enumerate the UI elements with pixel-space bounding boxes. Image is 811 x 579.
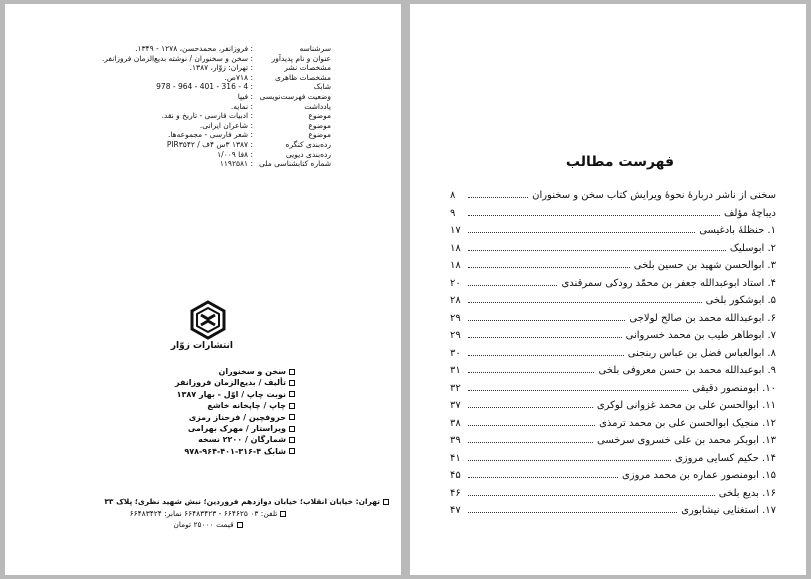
toc-list xyxy=(450,190,776,523)
toc-entry xyxy=(450,190,776,208)
toc-entry xyxy=(450,313,776,331)
credit-text: حروفچین / فرحناز رمزی xyxy=(188,412,286,422)
copyright-page xyxy=(5,4,401,575)
dot-leader xyxy=(468,441,593,443)
dot-leader xyxy=(468,284,557,286)
toc-page-number: ۴۷ xyxy=(450,505,461,516)
dot-leader xyxy=(468,424,595,426)
dot-leader xyxy=(468,476,618,478)
toc-entry xyxy=(450,505,776,523)
catalog-row xyxy=(15,82,331,92)
contents-page xyxy=(410,4,806,575)
toc-page-number: ۳۹ xyxy=(450,435,461,446)
toc-entry xyxy=(450,453,776,471)
catalog-label: یادداشت xyxy=(304,101,331,111)
publisher-logo-icon xyxy=(188,300,228,340)
catalog-row xyxy=(15,92,331,102)
catalog-label: شابک xyxy=(313,82,331,92)
catalog-label: سرشناسه xyxy=(299,44,331,53)
book-credits xyxy=(105,366,295,457)
toc-entry-title: ۵. ابوشکور بلخی xyxy=(705,295,776,306)
square-bullet-icon xyxy=(289,448,295,454)
dot-leader xyxy=(468,354,624,356)
credit-line xyxy=(105,446,295,457)
catalog-row xyxy=(15,121,331,131)
address-line: تهران: خیابان انقلاب؛ خیابان دوازدهم فروردین؛ نبش شهید نظری؛ پلاک ۳۳ xyxy=(27,496,389,508)
toc-entry-title: ۱۷. استغنایی نیشابوری xyxy=(681,505,776,516)
toc-entry-title: ۱. حنظلهٔ بادغیسی xyxy=(699,225,776,236)
catalog-label: شماره کتابشناسی ملی xyxy=(259,159,331,169)
toc-entry xyxy=(450,243,776,261)
dot-leader xyxy=(468,511,677,513)
toc-entry xyxy=(450,208,776,226)
square-bullet-icon xyxy=(289,403,295,409)
toc-entry xyxy=(450,348,776,366)
credit-text: شابک ۴-۳۱۶-۴۰۱-۹۶۴-۹۷۸ xyxy=(184,446,286,456)
credit-line xyxy=(105,377,295,388)
credit-text: ویراستار / مهرک بهرامی xyxy=(187,424,286,434)
dot-leader xyxy=(468,336,622,338)
catalog-value: : فروزانفر، محمدحسن، ۱۲۷۸ - ۱۳۴۹. xyxy=(135,44,253,53)
dot-leader xyxy=(468,406,593,408)
toc-entry-title: سخنی از ناشر دربارهٔ نحوهٔ ویرایش کتاب سخن و سخنوران xyxy=(532,190,776,201)
dot-leader xyxy=(468,459,671,461)
square-bullet-icon xyxy=(289,380,295,386)
toc-page-number: ۲۸ xyxy=(450,295,461,306)
toc-entry xyxy=(450,418,776,436)
dot-leader xyxy=(468,319,625,321)
toc-page-number: ۲۹ xyxy=(450,312,461,324)
catalog-row xyxy=(15,54,331,64)
toc-entry-title: ۱۳. ابوبکر محمد بن علی خسروی سرخسی xyxy=(596,435,776,446)
toc-page-number: ۴۱ xyxy=(450,452,461,464)
catalog-value: : سخن و سخنوران / نوشته بدیع‌الزمان فروزانفر. xyxy=(101,53,253,63)
catalog-label: موضوع xyxy=(308,120,331,130)
credit-line xyxy=(105,423,295,434)
square-bullet-icon xyxy=(289,414,295,420)
toc-entry xyxy=(450,383,776,401)
toc-entry-title: ۱۴. حکیم کسایی مروزی xyxy=(674,452,776,464)
catalog-value: : نمایه. xyxy=(230,101,253,111)
toc-page-number: ۴۶ xyxy=(450,487,461,499)
toc-page-number: ۲۰ xyxy=(450,277,461,289)
dot-leader xyxy=(468,266,630,268)
toc-page-number: ۲۹ xyxy=(450,330,461,341)
catalog-value: : ۱۳۸۷ ۳س ۴ف / PIR۳۵۴۲ xyxy=(166,139,253,149)
toc-entry xyxy=(450,365,776,383)
toc-entry-title: ۷. ابوطاهر طیب بن محمد خسروانی xyxy=(625,330,776,341)
toc-page-number: ۳۱ xyxy=(450,365,461,376)
toc-entry-title: ۱۵. ابومنصور عماره بن محمد مروزی xyxy=(621,470,776,481)
toc-entry-title: ۳. ابوالحسن شهید بن حسین بلخی xyxy=(633,260,776,271)
toc-entry-title: ۹. ابوعبدالله محمد بن حسن معروفی بلخی xyxy=(598,365,776,376)
square-bullet-icon xyxy=(289,391,295,397)
toc-entry xyxy=(450,260,776,278)
square-bullet-icon xyxy=(289,426,295,432)
credit-line xyxy=(105,412,295,423)
catalog-row xyxy=(15,44,331,54)
catalog-row xyxy=(15,150,331,160)
toc-entry xyxy=(450,435,776,453)
toc-entry-title: دیباچهٔ مؤلف xyxy=(724,207,776,219)
dot-leader xyxy=(468,494,715,496)
toc-entry-title: ۲. ابوسلیک xyxy=(729,242,776,254)
toc-entry xyxy=(450,330,776,348)
catalog-label: رده‌بندی دیویی xyxy=(285,149,331,159)
square-bullet-icon xyxy=(289,369,295,375)
publisher-name: انتشارات زوّار xyxy=(170,341,233,351)
toc-page-number: ۳۸ xyxy=(450,417,461,429)
toc-entry-title: ۱۱. ابوالحسن علی بن محمد غزوانی لوکری xyxy=(596,400,776,411)
toc-entry-title: ۸. ابوالعباس فضل بن عباس ربنجنی xyxy=(627,347,776,359)
catalog-value: : فیپا xyxy=(237,91,253,101)
toc-page-number: ۸ xyxy=(450,190,456,201)
toc-page-number: ۱۸ xyxy=(450,260,461,271)
catalog-row xyxy=(15,63,331,73)
toc-entry-title: ۴. استاد ابوعبدالله جعفر بن محمّد رودکی سمرقندی xyxy=(561,277,776,289)
toc-entry xyxy=(450,295,776,313)
toc-entry-title: ۱۰. ابومنصور دقیقی xyxy=(692,382,776,394)
toc-page-number: ۱۸ xyxy=(450,242,461,254)
dot-leader xyxy=(468,249,726,251)
toc-entry xyxy=(450,470,776,488)
toc-entry xyxy=(450,400,776,418)
price-line: قیمت ۲۵۰۰۰ تومان xyxy=(27,519,389,531)
credit-text: نوبت چاپ / اوّل - بهار ۱۳۸۷ xyxy=(176,389,286,399)
catalog-label: مشخصات نشر xyxy=(284,63,331,73)
credit-text: سخن و سخنوران xyxy=(218,367,286,376)
toc-entry xyxy=(450,278,776,296)
publisher-address xyxy=(27,496,389,531)
toc-entry-title: ۱۶. بدیع بلخی xyxy=(718,487,776,499)
square-bullet-icon xyxy=(289,437,295,443)
dot-leader xyxy=(468,214,720,216)
dot-leader xyxy=(468,231,695,233)
catalog-value: : شعر فارسی - مجموعه‌ها. xyxy=(167,130,253,140)
catalog-label: رده‌بندی کنگره xyxy=(285,139,331,149)
catalog-row xyxy=(15,111,331,121)
catalog-label: عنوان و نام پدیدآور xyxy=(271,53,331,63)
credit-text: شمارگان / ۲۲۰۰ نسخه xyxy=(198,435,286,445)
catalog-label: وضعیت فهرست‌نویسی xyxy=(259,91,331,101)
catalog-row xyxy=(15,159,331,169)
credit-line xyxy=(105,400,295,411)
toc-page-number: ۳۰ xyxy=(450,347,461,359)
credit-line xyxy=(105,366,295,377)
catalog-row xyxy=(15,140,331,150)
catalog-value: : ۸فا ۱/۰۰۹ xyxy=(217,149,253,159)
toc-page-number: ۱۷ xyxy=(450,225,461,236)
toc-title: فهرست مطالب xyxy=(565,154,675,170)
catalog-label: موضوع xyxy=(308,130,331,140)
catalog-row xyxy=(15,73,331,83)
dot-leader xyxy=(468,301,702,303)
credit-text: چاپ / چاپخانه خاشع xyxy=(207,401,286,411)
catalog-value: : تهران: زوّار، ۱۳۸۷. xyxy=(189,63,253,73)
toc-page-number: ۴۵ xyxy=(450,470,461,481)
catalog-label: موضوع xyxy=(308,111,331,121)
catalog-label: مشخصات ظاهری xyxy=(274,72,331,82)
dot-leader xyxy=(468,389,688,391)
phone-line: تلفن: ۰۳ ۶۶۴۶۲۵ - ۶۶۴۸۳۴۲۳ نمابر: ۶۶۴۸۳۴۲۴ xyxy=(27,508,389,520)
catalog-row xyxy=(15,102,331,112)
toc-entry xyxy=(450,225,776,243)
dot-leader xyxy=(468,196,528,198)
credit-line xyxy=(105,434,295,445)
dot-leader xyxy=(468,371,594,373)
toc-page-number: ۹ xyxy=(450,207,456,219)
toc-page-number: ۳۷ xyxy=(450,400,461,411)
catalog-value: : ۷۱۸ص. xyxy=(224,72,253,82)
toc-page-number: ۳۲ xyxy=(450,382,461,394)
catalog-row xyxy=(15,130,331,140)
publisher-logo xyxy=(170,300,233,354)
catalog-value: : ادبیات فارسی - تاریخ و نقد. xyxy=(161,111,253,121)
credit-text: تألیف / بدیع‌الزمان فروزانفر xyxy=(175,378,286,388)
catalog-value: 978 - 964 - 401 - 316 - 4 : xyxy=(156,82,253,92)
toc-entry-title: ۶. ابوعبدالله محمد بن صالح لولاجی xyxy=(629,312,776,324)
catalog-value: : شاعران ایرانی. xyxy=(199,120,253,130)
credit-line xyxy=(105,389,295,400)
catalog-record xyxy=(15,44,331,169)
toc-entry xyxy=(450,488,776,506)
catalog-value: : ۱۱۹۲۵۸۱ xyxy=(219,159,253,169)
toc-entry-title: ۱۲. منجیک ابوالحسن علی بن محمد ترمذی xyxy=(599,417,776,429)
